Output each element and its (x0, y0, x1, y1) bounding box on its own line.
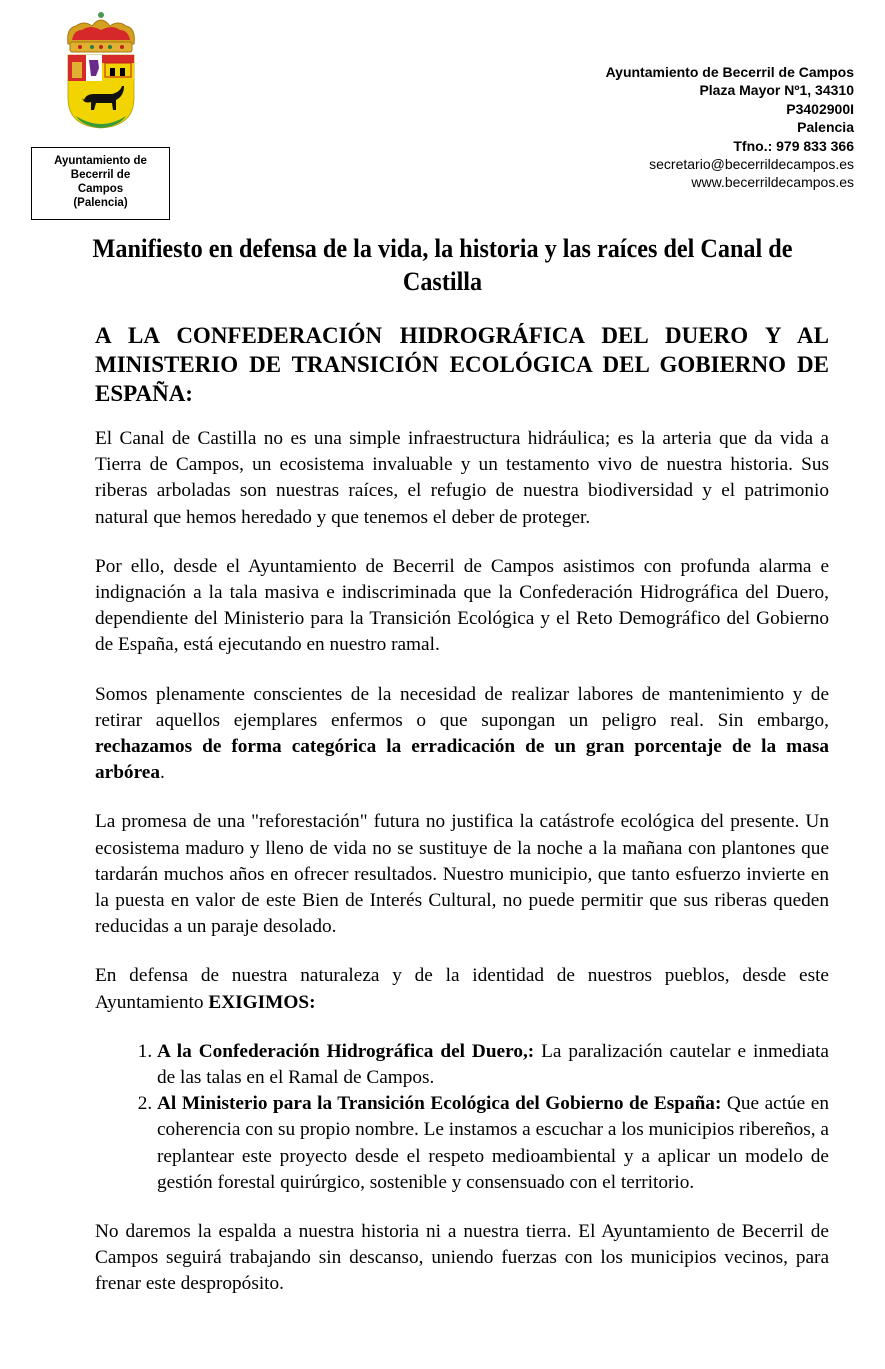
contact-name: Ayuntamiento de Becerril de Campos (605, 64, 854, 80)
contact-cif: P3402900I (786, 100, 854, 117)
entity-line: Ayuntamiento de (54, 155, 147, 167)
document-title: Manifiesto en defensa de la vida, la historia y las raíces del Canal de Castilla (92, 234, 793, 296)
entity-line: Campos (77, 183, 124, 195)
list-item (157, 1091, 829, 1196)
paragraph: La promesa de una "reforestación" futura no justifica la catástrofe ecológica del presente. Un ecosistema maduro y lleno de vida no se sustituye de la noche a la mañana con plantones que tardarán muchos años en ofrecer resultados. Nuestro municipio, que tanto esfuerzo invierte en la puesta en valor de este Bien de Interés Cultural, no puede permitir que sus riberas queden reducidas a un paraje desolado. (95, 811, 829, 938)
paragraph: El Canal de Castilla no es una simple infraestructura hidráulica; es la arteria que da vida a Tierra de Campos, un ecosistema invaluable y un testamento vivo de nuestra historia. Sus riberas arboladas son nuestras raíces, el refugio de nuestra biodiversidad y el patrimonio natural que hemos heredado y que tenemos el deber de proteger. (95, 428, 829, 528)
document-body (95, 426, 829, 1321)
addressee-heading: A LA CONFEDERACIÓN HIDROGRÁFICA DEL DUERO Y AL MINISTERIO DE TRANSICIÓN ECOLÓGICA DEL GOBIERNO DE ESPAÑA: (95, 323, 829, 406)
closing-paragraph: No daremos la espalda a nuestra historia ni a nuestra tierra. El Ayuntamiento de Becerril de Campos seguirá trabajando sin descanso, uniendo fuerzas con los municipios vecinos, para frenar este despropósito. (95, 1221, 829, 1295)
contact-email[interactable]: secretario@becerrildecampos.es (649, 156, 854, 173)
contact-province: Palencia (797, 119, 854, 136)
paragraph-emphasis: rechazamos de forma categórica la erradicación de un gran porcentaje de la masa arbórea (95, 736, 829, 784)
paragraph: Por ello, desde el Ayuntamiento de Becerril de Campos asistimos con profunda alarma e indignación a la tala masiva e indiscriminada que la Confederación Hidrográfica del Duero, dependiente del Ministerio para la Transición Ecológica y el Reto Demográfico del Gobierno de España, está ejecutando en nuestro ramal. (95, 555, 829, 656)
demand-recipient: A la Confederación Hidrográfica del Duero,: (157, 1040, 535, 1062)
paragraph-emphasis: EXIGIMOS: (208, 991, 316, 1013)
contact-phone: Tfno.: 979 833 366 (733, 137, 854, 154)
paragraph (95, 682, 829, 787)
entity-line: Becerril de (70, 169, 131, 181)
paragraph-text: . (159, 762, 165, 784)
contact-block (606, 63, 854, 192)
contact-address: Plaza Mayor Nº1, 34310 (699, 82, 854, 99)
demand-recipient: Al Ministerio para la Transición Ecológica del Gobierno de España: (157, 1093, 722, 1115)
paragraph-text: En defensa de nuestra naturaleza y de la identidad de nuestros pueblos, desde este Ayuntamiento (95, 965, 829, 1013)
contact-website[interactable]: www.becerrildecampos.es (691, 174, 854, 191)
entity-name-box (31, 147, 170, 220)
demands-list (95, 1039, 829, 1196)
demand-text: La paralización cautelar e inmediata de las talas en el Ramal de Campos. (157, 1040, 829, 1089)
demand-text: Que actúe en coherencia con su propio nombre. Le instamos a escuchar a los municipios ribereños, a replantear este proyecto desde el respeto medioambiental y a aplicar un modelo de gestión forestal quirúrgico, sostenible y consensuado con el territorio. (157, 1093, 829, 1193)
paragraph (95, 963, 829, 1015)
paragraph-text: Somos plenamente conscientes de la necesidad de realizar labores de mantenimiento y de retirar aquellos ejemplares enfermos o que supongan un peligro real. Sin embargo, (95, 683, 829, 731)
entity-line: (Palencia) (73, 197, 128, 209)
municipal-coat-of-arms-icon (62, 10, 140, 130)
list-item (157, 1039, 829, 1091)
